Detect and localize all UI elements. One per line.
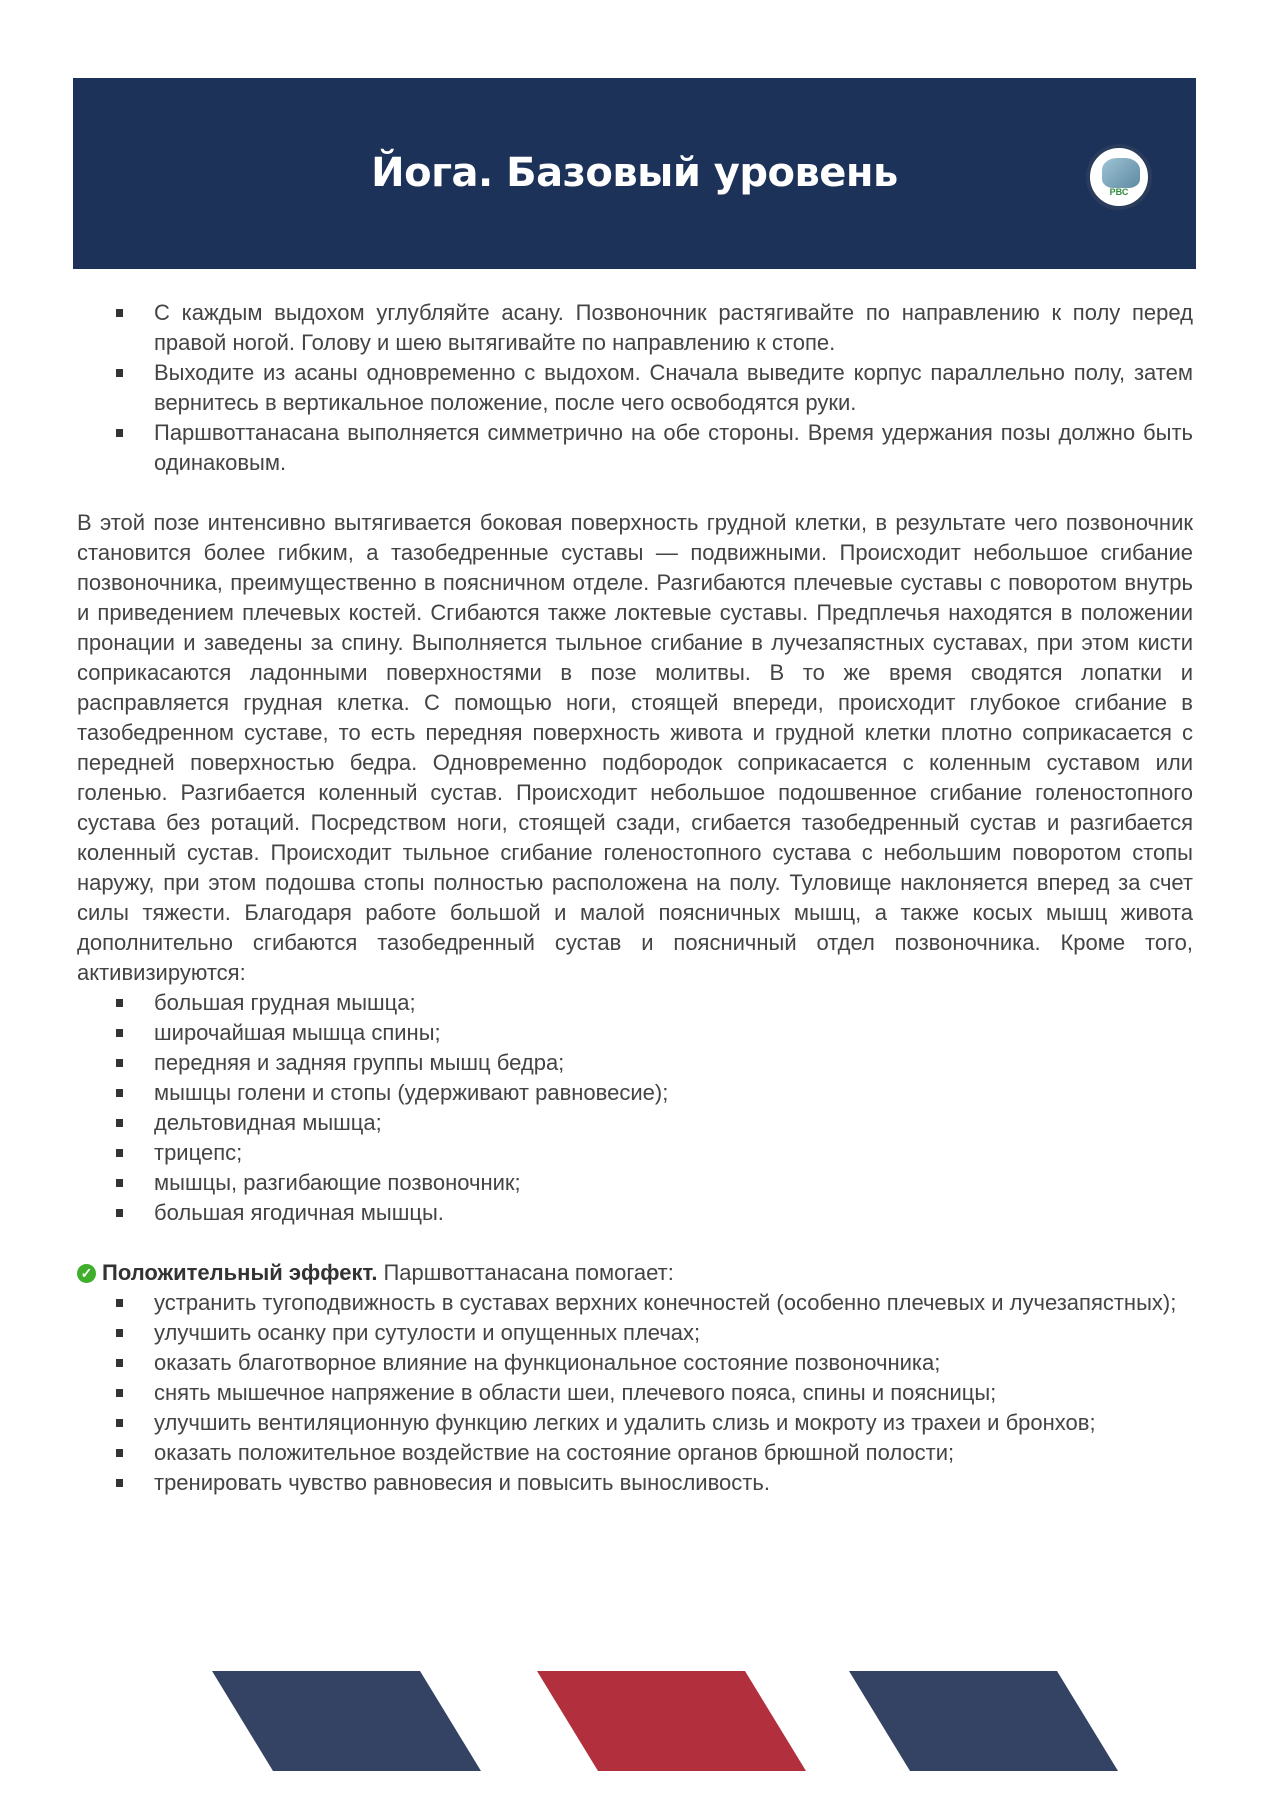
logo [1086, 144, 1152, 210]
footer-decoration [0, 1671, 1272, 1771]
list-item: Паршвоттанасана выполняется симметрично на обе стороны. Время удержания позы должно быть одинаковым. [154, 418, 1193, 478]
intro-list [77, 298, 1193, 478]
effect-title: Положительный эффект. [102, 1260, 378, 1285]
document-body [77, 298, 1193, 1498]
list-item: тренировать чувство равновесия и повысить выносливость. [154, 1468, 1193, 1498]
list-item: большая грудная мышца; [154, 988, 1193, 1018]
list-item: мышцы, разгибающие позвоночник; [154, 1168, 1193, 1198]
page-header [73, 78, 1196, 269]
list-item: широчайшая мышца спины; [154, 1018, 1193, 1048]
deco-stripe-red [537, 1671, 806, 1771]
list-item: оказать положительное воздействие на состояние органов брюшной полости; [154, 1438, 1193, 1468]
logo-text: РВС [1109, 187, 1129, 197]
effect-lead: Паршвоттанасана помогает: [383, 1260, 674, 1285]
anatomy-paragraph: В этой позе интенсивно вытягивается боковая поверхность грудной клетки, в результате чего позвоночник становится более гибким, а тазобедренные суставы — подвижными. Происходит небольшое сгибание позвоночника, преимущественно в поясничном отделе. Разгибаются плечевые суставы с поворотом внутрь и приведением плечевых костей. Сгибаются также локтевые суставы. Предплечья находятся в положении пронации и заведены за спину. Выполняется тыльное сгибание в лучезапястных суставах, при этом кисти соприкасаются ладонными поверхностями в позе молитвы. В то же время сводятся лопатки и расправляется грудная клетка. С помощью ноги, стоящей впереди, происходит глубокое сгибание в тазобедренном суставе, то есть передняя поверхность живота и грудной клетки плотно соприкасается с передней поверхностью бедра. Одновременно подбородок соприкасается с коленным суставом или голенью. Разгибается коленный сустав. Происходит небольшое подошвенное сгибание голеностопного сустава без ротаций. Посредством ноги, стоящей сзади, сгибается тазобедренный сустав и разгибается коленный сустав. Происходит тыльное сгибание голеностопного сустава с небольшим поворотом стопы наружу, при этом подошва стопы полностью расположена на полу. Туловище наклоняется вперед за счет силы тяжести. Благодаря работе большой и малой поясничных мышц, а также косых мышц живота дополнительно сгибаются тазобедренный сустав и поясничный отдел позвоночника. Кроме того, активизируются: [77, 510, 1193, 985]
page-title: Йога. Базовый уровень [371, 150, 898, 196]
list-item: Выходите из асаны одновременно с выдохом. Сначала выведите корпус параллельно полу, затем вернитесь в вертикальное положение, после чего освободятся руки. [154, 358, 1193, 418]
list-item: снять мышечное напряжение в области шеи, плечевого пояса, спины и поясницы; [154, 1378, 1193, 1408]
list-item: улучшить осанку при сутулости и опущенных плечах; [154, 1318, 1193, 1348]
list-item: большая ягодичная мышцы. [154, 1198, 1193, 1228]
logo-emblem-icon [1102, 158, 1140, 188]
list-item: устранить тугоподвижность в суставах верхних конечностей (особенно плечевых и лучезапястных); [154, 1288, 1193, 1318]
check-circle-icon: ✓ [77, 1264, 96, 1283]
list-item: передняя и задняя группы мышц бедра; [154, 1048, 1193, 1078]
effect-list [77, 1288, 1193, 1498]
deco-stripe-navy-left [212, 1671, 481, 1771]
deco-stripe-navy-right [849, 1671, 1118, 1771]
list-item: оказать благотворное влияние на функциональное состояние позвоночника; [154, 1348, 1193, 1378]
list-item: трицепс; [154, 1138, 1193, 1168]
list-item: мышцы голени и стопы (удерживают равновесие); [154, 1078, 1193, 1108]
muscles-list [77, 988, 1193, 1228]
list-item: С каждым выдохом углубляйте асану. Позвоночник растягивайте по направлению к полу перед правой ногой. Голову и шею вытягивайте по направлению к стопе. [154, 298, 1193, 358]
list-item: улучшить вентиляционную функцию легких и удалить слизь и мокроту из трахеи и бронхов; [154, 1408, 1193, 1438]
effect-heading [77, 1258, 1193, 1288]
list-item: дельтовидная мышца; [154, 1108, 1193, 1138]
